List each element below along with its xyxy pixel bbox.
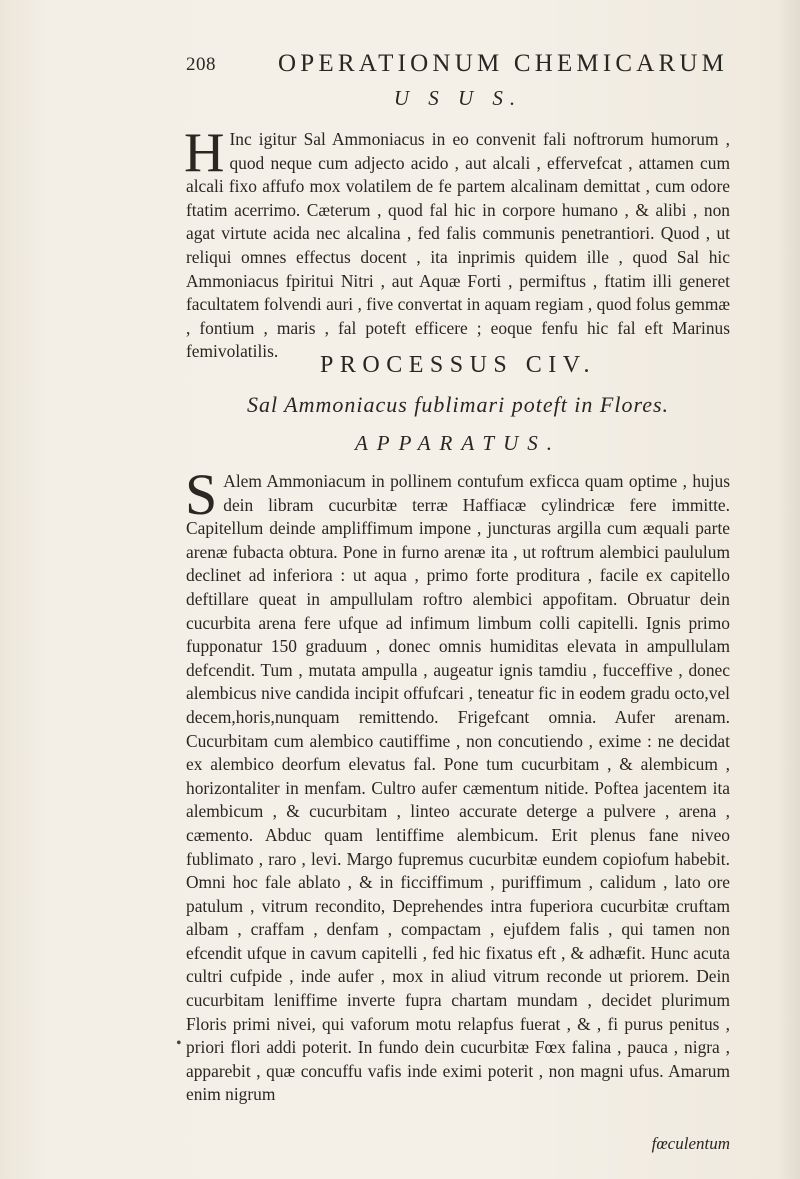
page-header [186,50,730,80]
paragraph-apparatus-text: Alem Ammoniacum in pollinem contufum exficca quam optime , hujus dein libram cucurbitæ terræ Haffiacæ cylindricæ fere immitte. Capitellum deinde ampliffimum impone , juncturas argilla cum æquali parte arenæ fubacta obtura. Pone in furno arenæ ita , ut roftrum alembici paululum declinet ad inferiora : ut aqua , primo forte proditura , facile ex capitello deftillare queat in ampullulam roftro alembici appofitam. Obruatur dein cucurbita arena fere ufque ad infimum limbum colli capitelli. Ignis primo fupponatur 150 graduum , donec omnis humiditas elevata in ampullulam defcendit. Tum , mutata ampulla , augeatur ignis tamdiu , fucceffive , donec alembicus nive candida incipit offufcari , teneatur fic in eodem gradu octo,vel decem,horis,nunquam remittendo. Frigefcant omnia. Aufer arenam. Cucurbitam cum alembico cautiffime , non concutiendo , exime : ne decidat ex alembico deorfum elevatus fal. Pone tum cucurbitam , & alembicum , horizontaliter in menfam. Cultro aufer cæmentum nitide. Poftea jacentem ita alembicum , & cucurbitam , linteo accurate deterge a pulvere , arena , cæmento. Abduc quam lentiffime alembicum. Erit plenus fane niveo fublimato , raro , levi. Margo fupremus cucurbitæ eundem copiofum habebit. Omni hoc fale ablato , & in ficciffimum , puriffimum , calidum , lato ore patulum , vitrum recondito, Deprehendes intra fuperiora cucurbitæ cruftam albam , craffam , denfam , compactam , ejufdem falis , qui tamen non efcendit ufque in cavum capitelli , fed hic fixatus eft , & adhæfit. Hunc acuta cultri cufpide , inde aufer , mox in aliud vitrum reconde ut priorem. Dein cucurbitam leniffime inverte fupra chartam mundam , decidet plurimum Floris primi nivei, qui vaforum motu relapfus fuerat , & , fi purus penitus , priori flori addi poterit. In fundo dein cucurbitæ Fœx falina , pauca , nigra , apparebit , quæ concuffu vafis inde eximi poterit , non magni ufus. Amarum enim nigrum [186,471,730,1105]
paragraph-usus-text: Inc igitur Sal Ammoniacus in eo convenit fali noftrorum humorum , quod neque cum adjecto acido , aut alcali , effervefcat , attamen cum alcali fixo affufo mox volatilem de fe partem alcalinam demittat , cum odore ftatim acerrimo. Cæterum , quod fal hic in corpore humano , & alibi , non agat virtute acida nec alcalina , fed falis communis penetrantiori. Quod , ut reliqui omnes effectus docent , ita inprimis quidem ille , quod Sal hic Ammoniacus fpiritui Nitri , aut Aquæ Forti , permiftus , ftatim illi generet facultatem folvendi auri , five convertat in aquam regiam , quod folus gemmæ , fontium , maris , fal poteft efficere ; eoque fenfu hic fal eft Marinus femivolatilis. [186,129,730,362]
apparatus-heading: APPARATUS. [354,431,562,455]
processus-heading: PROCESSUS CIV. [320,352,596,378]
dropcap-s: S [185,462,218,527]
paragraph-apparatus [185,462,730,1107]
page-edge-shade [778,0,800,1179]
section-title-usus: U S U S. [393,86,523,110]
dropcap-h: H [184,122,225,184]
paragraph-usus [184,122,730,364]
page-number: 208 [186,54,216,75]
catchword: fœculentum [651,1134,730,1153]
processus-subtitle: Sal Ammoniacus fublimari poteft in Flores. [246,392,670,417]
running-title: OPERATIONUM CHEMICARUM [278,50,729,77]
margin-mark: • [176,1035,182,1052]
